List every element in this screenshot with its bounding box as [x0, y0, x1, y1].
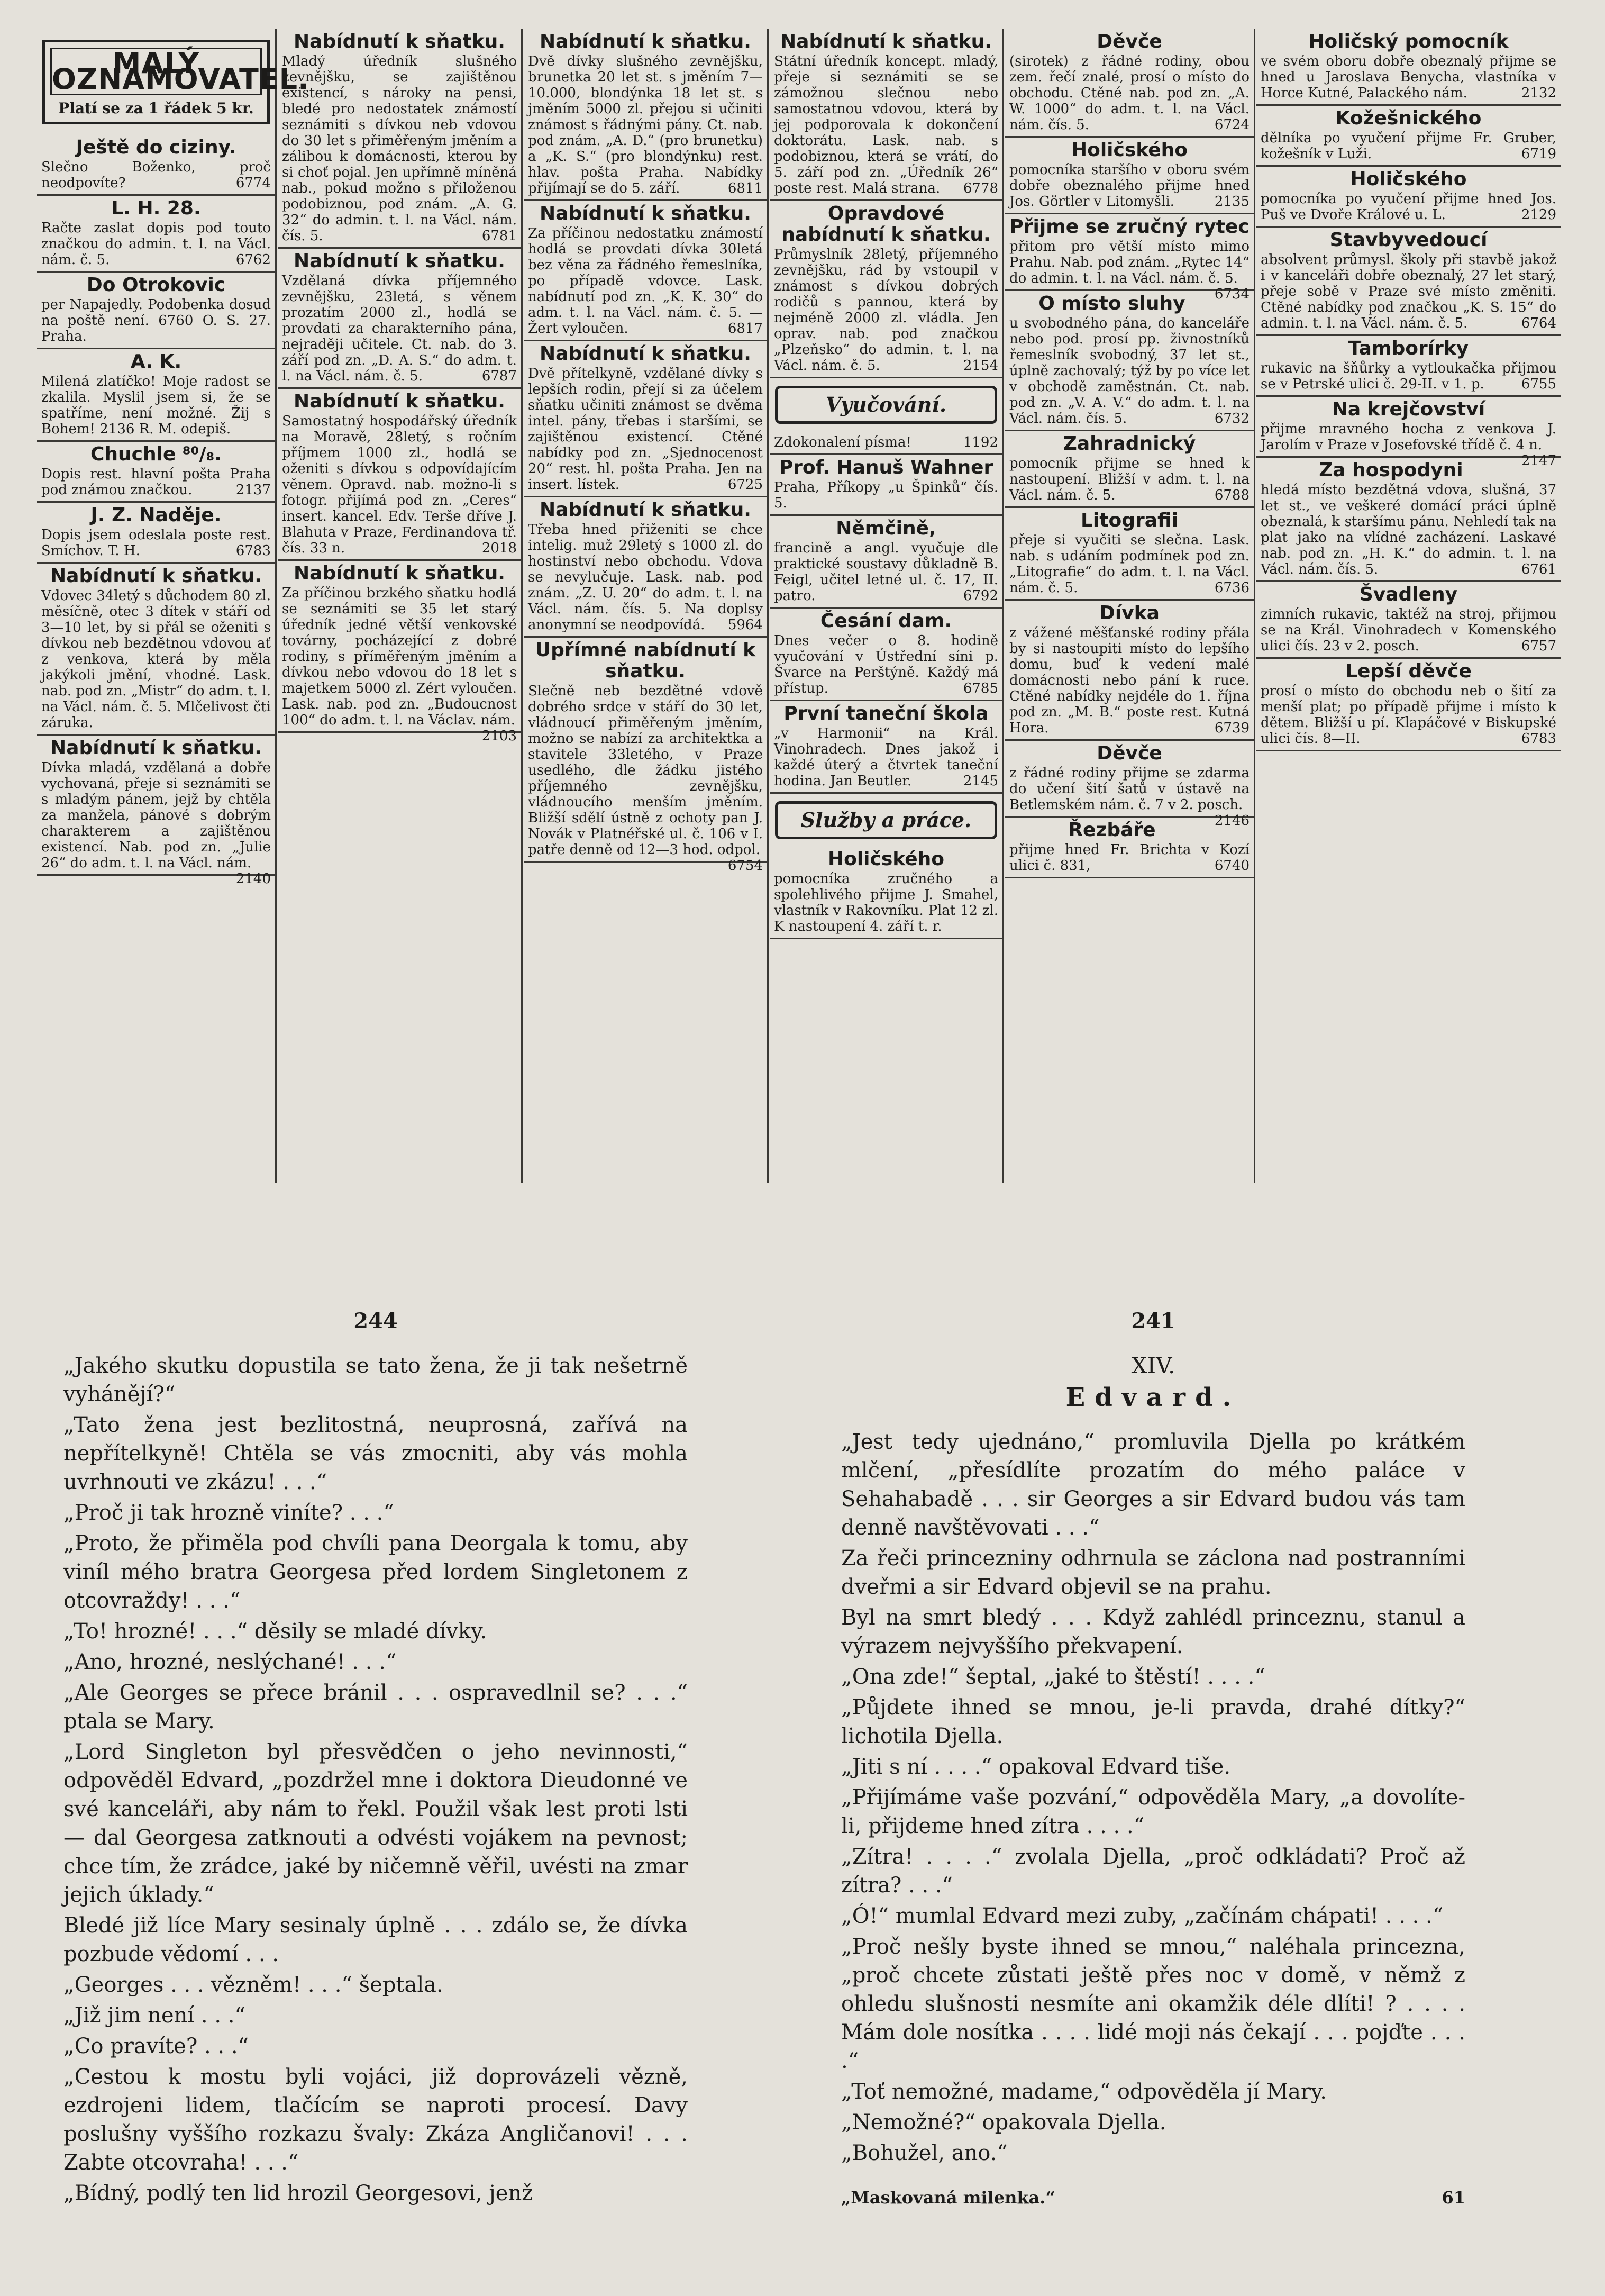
ad-title: Holičského — [827, 848, 945, 870]
masthead — [42, 40, 309, 124]
ad-title: Za hospodyni — [1319, 459, 1463, 481]
paragraph: „Georges . . . vězněm! . . .“ šeptala. — [63, 1973, 443, 1997]
ad-body — [1009, 315, 1250, 426]
ad-code: 6785 — [963, 680, 998, 696]
ad-body — [41, 374, 271, 437]
ad-body — [774, 479, 998, 511]
ad-text: Praha, Příkopy „u Špinků“ čís. 5. — [774, 479, 998, 511]
ad-code: 6764 — [1521, 315, 1556, 331]
ad-body — [1009, 456, 1250, 503]
ad-code: 6754 — [727, 858, 763, 874]
paragraph: „Cestou k mostu byli vojáci, již doprovázeli vězně, ezdrojeni lidem, tlačícím se naproti procesí. Davy poslušny vyššího rozkazu švaly: Zkáza Angličanovi! . . . Zabte otcovraha! . . .“ — [63, 2065, 688, 2175]
section-heading: Vyučování. — [775, 386, 997, 424]
ad-body — [774, 53, 998, 196]
ad-body — [1009, 162, 1250, 210]
ad-body — [1261, 360, 1556, 392]
ad-text: Dívka mladá, vzdělaná a dobře vychovaná, přeje si seznámiti se s mladým pánem, jejž by chtěla za manžela, pánové s dobrým charakterem a zajištěnou existencí. Nab. pod zn. „Julie 26“ do adm. t. l. na Václ. nám. — [41, 760, 271, 871]
chapter-number: XIV. — [1131, 1353, 1175, 1378]
paragraph: Za řeči princezniny odhrnula se záclona nad postranními dveřmi a sir Edvard objevil se na prahu. — [841, 1546, 1465, 1599]
ad-text: přijme hned Fr. Brichta v Kozí ulici č. 831, — [1009, 842, 1250, 874]
ad-code: 6778 — [963, 180, 998, 196]
ad-code: 6783 — [235, 543, 271, 559]
ad-code: 6736 — [1214, 580, 1250, 596]
ad-body — [282, 413, 517, 556]
classified-ad — [1005, 214, 1254, 302]
ad-code: 1192 — [963, 434, 998, 450]
ads-column-3 — [524, 29, 769, 1183]
ad-body — [1261, 683, 1556, 747]
ad-title: A. K. — [130, 351, 182, 373]
ad-code: 6755 — [1521, 376, 1556, 392]
ad-title: Nabídnutí k sňatku. — [294, 250, 505, 272]
classified-ad — [770, 455, 1002, 516]
ad-text: pomocníka staršího v oboru svém dobře obeznalého přijme hned Jos. Görtler v Litomyšli. — [1009, 162, 1250, 210]
paragraph: Bledé již líce Mary sesinaly úplně . . . zdálo se, že dívka pozbude vědomí . . . — [63, 1913, 688, 1966]
ad-text: Mladý úředník slušného zevnějšku, se zajištěnou existencí, s nároky na pensi, bledé pro nedostatek známostí seznámiti s dívkou neb vdovou do 30 let s přiměřeným jměním a zálibou k domácnosti, kterou by si choť pojal. Jen upřímně míněná nab., pokud možno s přiloženou podobiznou, pod znám. „A. G. 32“ do admin. t. l. na Václ. nám. čís. 5. — [282, 53, 517, 244]
serial-right-page — [841, 1307, 1465, 2212]
footer-title: „Maskovaná milenka.“ — [841, 2188, 1055, 2208]
paragraph: „Bohužel, ano.“ — [841, 2141, 1008, 2165]
paragraph: „Jakého skutku dopustila se tato žena, že ji tak nešetrně vyhánějí?“ — [63, 1354, 688, 1406]
ad-text: ve svém oboru dobře obeznalý přijme se hned u Jaroslava Benycha, vlastníka v Horce Kutné, Palackého nám. — [1261, 53, 1556, 101]
ad-code: 6792 — [963, 588, 998, 604]
ad-text: přeje si vyučiti se slečna. Lask. nab. s udáním podmínek pod zn. „Litografie“ do adm. t. l. na Václ. nám. č. 5. — [1009, 532, 1250, 596]
paragraph: „Ano, hrozné, neslýchané! . . .“ — [63, 1650, 397, 1674]
ad-text: hledá místo bezdětná vdova, slušná, 37 let st., ve veškeré domácí práci úplně obeznalá, k staršímu pánu. Nehledí tak na plat jako na vlídné zacházení. Laskavé nab. pod zn. „H. K.“ do admin. t. l. na Václ. nám. čís. 5. — [1261, 482, 1556, 577]
classified-ad — [1256, 228, 1561, 336]
classified-ad — [1256, 336, 1561, 397]
ad-title: Švadleny — [1359, 584, 1458, 605]
ad-title: Němčině, — [836, 518, 936, 539]
ad-body — [282, 585, 517, 744]
ad-body — [41, 527, 271, 559]
classified-ad — [1005, 29, 1254, 138]
paragraph: „Proč ji tak hrozně viníte? . . .“ — [63, 1501, 394, 1525]
ad-title: Do Otrokovic — [86, 274, 226, 296]
ad-body — [528, 522, 763, 633]
ad-title: Nabídnutí k sňatku. — [50, 565, 262, 587]
ad-text: přitom pro větší místo mimo Prahu. Nab. pod znám. „Rytec 14“ do admin. t. l. na Václ. nám. č. 5. — [1009, 239, 1250, 286]
ad-text: Státní úředník koncept. mladý, přeje si seznámiti se se zámožnou slečnou nebo samostatnou vdovou, která by jej podporovala k dokončení doktorátu. Lask. nab. s podobiznou, která se vrátí, do 5. září pod zn. „Úředník 26“ poste rest. Malá strana. — [774, 53, 998, 196]
ad-code: 2132 — [1521, 85, 1556, 101]
ad-code: 6787 — [481, 368, 517, 384]
paragraph: „Ó!“ mumlal Edvard mezi zuby, „začínám chápati! . . . .“ — [841, 1904, 1444, 1928]
ad-title: Chuchle ⁸⁰/₈. — [90, 443, 222, 465]
ad-title: Nabídnutí k sňatku. — [294, 562, 505, 584]
ad-title: Nabídnutí k sňatku. — [294, 31, 505, 52]
classified-ad — [770, 701, 1002, 794]
ad-title: Lepší děvče — [1345, 660, 1472, 682]
ad-title: Dívka — [1099, 602, 1160, 624]
ad-code: 6739 — [1214, 720, 1250, 736]
paragraph: „Toť nemožné, madame,“ odpověděla jí Mary. — [841, 2080, 1327, 2104]
serial-left-page — [63, 1307, 688, 2210]
footer-signature: 61 — [1442, 2188, 1465, 2208]
ad-text: zimních rukavic, taktéž na stroj, přijmou se na Král. Vinohradech v Komenského ulici čís. 23 v 2. posch. — [1261, 606, 1556, 654]
ad-title: O místo sluhy — [1038, 293, 1185, 314]
ad-body — [41, 220, 271, 268]
ad-title: Na krejčovství — [1332, 398, 1485, 420]
page-number: 241 — [1131, 1309, 1175, 1333]
classified-ad — [37, 442, 275, 503]
page-footer — [841, 2183, 1465, 2212]
ad-code: 6783 — [1521, 731, 1556, 747]
ad-code: 6761 — [1521, 561, 1556, 577]
classified-ad — [37, 273, 275, 349]
classified-ad — [37, 503, 275, 564]
ad-text: přijme mravného hocha z venkova J. Jarolím v Praze v Josefovské třídě č. 4 n. — [1261, 421, 1556, 453]
classified-ad — [278, 561, 521, 744]
ad-body — [528, 225, 763, 337]
ad-text: pomocníka po vyučení přijme hned Jos. Puš ve Dvoře Králové u. L. — [1261, 191, 1556, 223]
classified-ad — [37, 135, 275, 196]
paragraph: Byl na smrt bledý . . . Když zahlédl princeznu, stanul a výrazem nejvyššího překvapení. — [841, 1605, 1465, 1658]
ad-title: Tamborírky — [1348, 338, 1469, 359]
classified-ad — [770, 431, 1002, 455]
ad-text: u svobodného pána, do kanceláře nebo pod. prosí pp. živnostníků řemeslník svobodný, 37 let st., úplně zachovalý; týž by po více let v obchodě zaměstnán. Ct. nab. pod zn. „V. A. V.“ do adm. t. l. na Václ. nám. čís. 5. — [1009, 315, 1250, 426]
ad-title: Nabídnutí k sňatku. — [780, 31, 992, 52]
ad-title: Zahradnický — [1063, 433, 1196, 455]
ad-code: 6788 — [1214, 487, 1250, 503]
ad-body — [41, 297, 271, 344]
left-page-text — [63, 1351, 688, 2208]
ad-text: Dvě dívky slušného zevnějšku, brunetka 20 let st. s jměním 7—10.000, blondýnka 18 let st. s jměním 5000 zl. přejou si učiniti známost s řádnými pány. Ct. nab. pod znám. „A. D.“ (pro brunetku) a „K. S.“ (pro blondýnku) rest. hlav. pošta Praha. Nabídky přijímají se do 5. září. — [528, 53, 763, 196]
ad-body — [1261, 421, 1556, 469]
ad-code: 6811 — [727, 180, 763, 196]
classified-ad — [1256, 167, 1561, 228]
ad-body — [1009, 532, 1250, 596]
ad-text: Slečno Boženko, proč neodpovíte? — [41, 159, 271, 191]
ad-title: Děvče — [1097, 742, 1162, 764]
ad-text: z řádné rodiny přijme se zdarma do učení šití šatů v ústavě na Betlemském nám. č. 7 v 2. posch. — [1009, 765, 1250, 813]
ad-text: per Napajedly. Podobenka dosud na poště není. 6760 O. S. 27. Praha. — [41, 297, 271, 344]
classified-ad — [770, 201, 1002, 378]
paragraph: „Jest tedy ujednáno,“ promluvila Djella po krátkém mlčení, „přesídlíte prozatím do mého paláce v Sehahabadě . . . sir Georges a sir Edvard budou vás tam denně navštěvovati . . .“ — [841, 1430, 1465, 1540]
ad-body — [774, 871, 998, 934]
ad-body — [774, 633, 998, 696]
paragraph: „To! hrozné! . . .“ děsily se mladé dívky. — [63, 1619, 487, 1644]
ad-body — [1261, 606, 1556, 654]
ad-body — [282, 53, 517, 244]
ad-title: Kožešnického — [1335, 107, 1482, 129]
classified-ad — [770, 847, 1002, 939]
classified-ad — [1256, 106, 1561, 167]
paragraph: „Půjdete ihned se mnou, je-li pravda, drahé dítky?“ lichotila Djella. — [841, 1695, 1465, 1748]
classified-ad — [1256, 582, 1561, 659]
classified-ad — [1005, 138, 1254, 214]
classified-ad — [770, 29, 1002, 201]
masthead-subtitle: Platí se za 1 řádek 5 kr. — [58, 99, 254, 117]
classified-ad — [37, 349, 275, 442]
ad-text: Samostatný hospodářský úředník na Moravě, 28letý, s ročním příjmem 1000 zl., hodlá se oženiti s dívkou s odpovídajícím věnem. Opravd. nab. možno-li s fotogr. přijímá pod zn. „Ceres“ insert. kancel. Edv. Terše dříve J. Blahuta v Praze, Ferdinandova tř. čís. 33 n. — [282, 413, 517, 556]
ads-column-4 — [770, 29, 1004, 1183]
ad-body — [774, 247, 998, 374]
classified-ad — [37, 736, 275, 887]
ad-body — [41, 466, 271, 498]
classified-ad — [1005, 291, 1254, 431]
paragraph: „Proč nešly byste ihned se mnou,“ naléhala princezna, „proč chcete zůstati ještě přes noc v domě, v němž z ohledu slušnosti nesmíte ani okamžik déle dlíti! ? . . . . Mám dole nosítka . . . . lidé moji nás čekají . . . pojďte . . . .“ — [841, 1935, 1465, 2073]
ad-text: Dopis rest. hlavní pošta Praha pod známou značkou. — [41, 466, 271, 498]
ad-title: Řezbáře — [1068, 819, 1156, 841]
ad-code: 6724 — [1214, 117, 1250, 133]
ad-title: Přijme se zručný rytec — [1009, 216, 1250, 238]
page-number: 244 — [353, 1309, 398, 1333]
ad-text: francině a angl. vyučuje dle praktické soustavy důkladně B. Feigl, učitel letné ul. č. 17, II. patro. — [774, 540, 998, 604]
ad-body — [1009, 239, 1250, 302]
ads-column-5 — [1005, 29, 1255, 1183]
classified-ad — [1005, 601, 1254, 741]
classified-ad — [1005, 741, 1254, 829]
classified-ad — [1256, 659, 1561, 751]
classified-ad — [770, 516, 1002, 609]
ad-title: Opravdové nabídnutí k sňatku. — [781, 203, 991, 246]
ad-body — [1261, 191, 1556, 223]
ad-text: pomocníka zručného a spolehlivého přijme J. Smahel, vlastník v Rakovníku. Plat 12 zl. K nastoupení 4. září t. r. — [774, 871, 998, 934]
ad-code: 2154 — [963, 358, 998, 374]
ad-code: 6732 — [1214, 411, 1250, 426]
ad-body — [1261, 53, 1556, 101]
ad-code: 2103 — [481, 728, 517, 744]
ad-text: Třeba hned přiženiti se chce intelig. muž 29letý s 1000 zl. do hostinství nebo obchodu. Vdova se nevylučuje. Lask. nab. pod znám. „Z. U. 20“ do adm. t. l. na Václ. nám. čís. 5. Na doplsy anonymní se neodpovídá. — [528, 522, 763, 633]
ad-code: 6725 — [727, 477, 763, 493]
classified-ad — [1005, 431, 1254, 508]
ad-code: 6734 — [1214, 286, 1250, 302]
ad-text: pomocník přijme se hned k nastoupení. Bližší v adm. t. l. na Václ. nám. č. 5. — [1009, 456, 1250, 503]
paragraph: „Ale Georges se přece bránil . . . ospravedlnil se? . . .“ ptala se Mary. — [63, 1681, 688, 1734]
ad-body — [41, 159, 271, 191]
paragraph: „Ona zde!“ šeptal, „jaké to štěstí! . . . .“ — [841, 1665, 1265, 1689]
ad-text: „v Harmonii“ na Král. Vinohradech. Dnes jakož i každé úterý a čtvrtek taneční hodina. Jan Beutler. — [774, 725, 998, 789]
ad-body — [41, 588, 271, 731]
right-page-text — [841, 1428, 1465, 2167]
paragraph: „Přijímáme vaše pozvání,“ odpověděla Mary, „a dovolíte-li, přijdeme hned zítra . . . .“ — [841, 1785, 1465, 1838]
ads-column-1 — [37, 29, 309, 1183]
ad-title: Litografii — [1080, 510, 1179, 531]
classified-ad — [278, 249, 521, 389]
classified-ad — [1256, 397, 1561, 469]
ad-body — [774, 434, 998, 450]
ad-code: 2018 — [481, 540, 517, 556]
ads-column-6 — [1256, 29, 1561, 1183]
ad-code: 6817 — [727, 321, 763, 337]
ad-title: Stavbyvedoucí — [1329, 229, 1488, 251]
ad-body — [1009, 625, 1250, 736]
classified-ad — [1256, 29, 1561, 106]
ad-text: absolvent průmysl. školy při stavbě jakož i v kanceláři dobře obeznalý, 27 let starý, přeje sobě v Praze své místo změniti. Ctěné nabídky pod značkou „K. S. 15“ do admin. t. l. na Václ. nám. č. 5. — [1261, 252, 1556, 331]
ad-code: 2135 — [1214, 194, 1250, 210]
ad-code: 2146 — [1214, 813, 1250, 829]
ad-title: L. H. 28. — [111, 197, 201, 219]
classified-ad — [37, 564, 275, 736]
ad-code: 2129 — [1521, 207, 1556, 223]
ad-title: J. Z. Naděje. — [90, 504, 222, 526]
ad-code: 6774 — [235, 175, 271, 191]
ad-text: z vážené měšťanské rodiny přála by si nastoupiti místo do lepšího domu, buď k vedení malé domácnosti nebo pání k ruce. Ctěné nabídky nejdéle do 1. října pod zn. „M. B.“ poste rest. Kutná Hora. — [1009, 625, 1250, 736]
ad-code: 2145 — [963, 773, 998, 789]
classified-ad — [37, 196, 275, 273]
classified-ad — [1005, 508, 1254, 601]
ad-body — [528, 683, 763, 874]
ad-text: Slečně neb bezdětné vdově dobrého srdce v stáří do 30 let, vládnoucí přiměřeným jměním, možno se nabízí za architektka a stavitele 33letého, v Praze usedlého, dle žádku jistého příjemného zevnějšku, vládnoucího menším jměním. Bližší sdělí ústně z ochoty pan J. Novák v Platnéřské ul. č. 106 v I. patře denně od 12—3 hod. odpol. — [528, 683, 763, 858]
classified-ad — [524, 201, 767, 341]
ads-column-2 — [278, 29, 523, 1183]
paragraph: „Proto, že přiměla pod chvíli pana Deorgala k tomu, aby viníl mého bratra Georgesa před lordem Singletonem z otcovraždy! . . .“ — [63, 1531, 688, 1613]
paragraph: „Zítra! . . . .“ zvolala Djella, „proč odkládati? Proč až zítra? . . .“ — [841, 1845, 1465, 1898]
paragraph: „Jiti s ní . . . .“ opakoval Edvard tiše. — [841, 1755, 1231, 1779]
ad-text: Dnes večer o 8. hodině vyučování v Ústřední síni p. Švarce na Perštýně. Každý má přístup. — [774, 633, 998, 696]
masthead-title: MALÝ OZNAMOVATEL. — [50, 48, 262, 95]
classified-ad — [524, 29, 767, 201]
ad-text: Račte zaslat dopis pod touto značkou do admin. t. l. na Václ. nám. č. 5. — [41, 220, 271, 268]
ad-title: Ještě do ciziny. — [76, 137, 236, 158]
ad-text: Za příčinou brzkého sňatku hodlá se seznámiti se 35 let starý úředník jedné větší venkovské továrny, pocházející z dobré rodiny, s příměřeným jměním a dívkou nebo vdovou do 18 let s majetkem 5000 zl. Zért vyloučen. Lask. nab. pod zn. „Budoucnost 100“ do adm. t. l. na Václav. nám. — [282, 585, 517, 728]
ad-title: Nabídnutí k sňatku. — [50, 737, 262, 759]
paragraph: „Nemožné?“ opakovala Djella. — [841, 2110, 1166, 2135]
ad-title: Česání dam. — [820, 610, 952, 632]
ad-text: Zdokonalení písma! — [774, 434, 911, 450]
ad-body — [1009, 765, 1250, 829]
ad-title: Nabídnutí k sňatku. — [540, 203, 751, 224]
ad-title: Nabídnutí k sňatku. — [540, 499, 751, 521]
ad-text: dělníka po vyučení přijme Fr. Gruber, kožešník v Luži. — [1261, 130, 1556, 162]
ad-title: Holičského — [1350, 168, 1467, 190]
classified-ad — [524, 638, 767, 874]
paragraph: „Co pravíte? . . .“ — [63, 2034, 249, 2058]
ad-code: 2140 — [235, 871, 271, 887]
ad-title: Holičský pomocník — [1308, 31, 1509, 52]
ad-code: 6740 — [1214, 858, 1250, 874]
ad-text: rukavic na šňůrky a vytloukačka přijmou se v Petrské ulici č. 29-II. v 1. p. — [1261, 360, 1556, 392]
ad-title: Děvče — [1097, 31, 1162, 52]
ad-code: 6757 — [1521, 638, 1556, 654]
ad-code: 6762 — [235, 252, 271, 268]
paragraph: „Bídný, podlý ten lid hrozil Georgesovi, jenž — [63, 2181, 533, 2206]
ad-code: 2137 — [235, 482, 271, 498]
ad-text: Průmyslník 28letý, příjemného zevnějšku, rád by vstoupil v známost s dívkou dobrých rodičů s pannou, která by nejméně 2000 zl. vládla. Jen oprav. nab. pod značkou „Plzeňsko“ do admin. t. l. na Václ. nám. č. 5. — [774, 247, 998, 374]
ad-body — [774, 725, 998, 789]
classified-ad — [524, 341, 767, 497]
ad-code: 6719 — [1521, 146, 1556, 162]
ad-text: Vzdělaná dívka příjemného zevnějšku, 23letá, s věnem prozatím 2000 zl., hodlá se provdati za charakterního pána, nejraději učitele. Ct. nab. do 3. září pod zn. „D. A. S.“ do adm. t. l. na Václ. nám. č. 5. — [282, 273, 517, 384]
ad-text: (sirotek) z řádné rodiny, obou zem. řečí znalé, prosí o místo do obchodu. Ctěné nab. pod zn. „A. W. 1000“ do adm. t. l. na Václ. nám. čís. 5. — [1009, 53, 1250, 133]
ad-body — [41, 760, 271, 887]
ad-text: Dopis jsem odeslala poste rest. Smíchov. T. H. — [41, 527, 271, 559]
ad-body — [528, 366, 763, 493]
ad-text: Vdovec 34letý s důchodem 80 zl. měsíčně, otec 3 dítek v stáří od 3—10 let, by si přál se oženiti s dívkou neb bezdětnou vdovou ať z venkova, která by měla jakýkoli jmění, vhodné. Lask. nab. pod zn. „Mistr“ do adm. t. l. na Václ. nám. č. 5. Mlčelivost čti záruka. — [41, 588, 271, 731]
ad-body — [774, 540, 998, 604]
ad-title: Upřímné nabídnutí k sňatku. — [535, 639, 756, 682]
classified-ad — [770, 609, 1002, 701]
ad-title: Holičského — [1071, 139, 1188, 161]
ad-code: 2147 — [1521, 453, 1556, 469]
chapter-title: Edvard. — [1065, 1383, 1241, 1412]
paragraph: „Lord Singleton byl přesvědčen o jeho nevinnosti,“ odpověděl Edvard, „pozdržel mne i doktora Dieudonné ve své kanceláři, aby nám to řekl. Použil však lest proti lsti — dal Georgesa zatknouti a odvésti vojákem na pevnost; chce tím, že zrádce, jaké by ničemně věřil, uvésti na zmar jejich úklady.“ — [63, 1740, 688, 1907]
ad-body — [528, 53, 763, 196]
paragraph: „Již jim není . . .“ — [63, 2003, 245, 2028]
ad-title: Nabídnutí k sňatku. — [294, 391, 505, 412]
classified-ad — [278, 29, 521, 249]
ad-body — [1261, 130, 1556, 162]
section-heading: Služby a práce. — [775, 801, 997, 839]
ad-body — [1009, 53, 1250, 133]
ad-body — [1009, 842, 1250, 874]
ad-body — [282, 273, 517, 384]
ad-text: Dvě přítelkyně, vzdělané dívky s lepších rodin, přejí si za účelem sňatku učiniti známost se dvěma intel. pány, třebas i staršími, se zajištěnou existencí. Ctěné nabídky pod zn. „Sjednocenost 20“ rest. hl. pošta Praha. Jen na insert. lístek. — [528, 366, 763, 493]
classified-ad — [1256, 458, 1561, 582]
ad-code: 6781 — [481, 228, 517, 244]
classified-ad — [524, 497, 767, 638]
ad-text: prosí o místo do obchodu neb o šití za menší plat; po případě přijme i místo k dětem. Bližší u pí. Klapáčové v Biskupské ulici čís. 8—II. — [1261, 683, 1556, 747]
ad-title: Nabídnutí k sňatku. — [540, 31, 751, 52]
ad-text: Za příčinou nedostatku známostí hodlá se provdati dívka 30letá bez věna za řádného řemeslníka, po případě vdovce. Lask. nabídnutí pod zn. „K. K. 30“ do adm. t. l. na Václ. nám. č. 5. — Žert vyloučen. — [528, 225, 763, 337]
classified-ads-section — [37, 29, 1561, 1183]
ad-title: Prof. Hanuš Wahner — [779, 457, 993, 478]
ad-title: Nabídnutí k sňatku. — [540, 343, 751, 365]
ad-body — [1261, 252, 1556, 331]
ad-body — [1261, 482, 1556, 577]
classified-ad — [278, 389, 521, 561]
ad-text: Milená zlatíčko! Moje radost se zkalila. Myslil jsem si, že se spatříme, není možné. Žij s Bohem! 2136 R. M. odepiš. — [41, 374, 271, 437]
ad-code: 5964 — [727, 617, 763, 633]
ad-title: První taneční škola — [783, 703, 989, 724]
paragraph: „Tato žena jest bezlitostná, neuprosná, zařívá na nepřítelkyně! Chtěla se vás zmocniti, aby vás mohla uvrhnouti ve zkázu! . . .“ — [63, 1413, 688, 1494]
